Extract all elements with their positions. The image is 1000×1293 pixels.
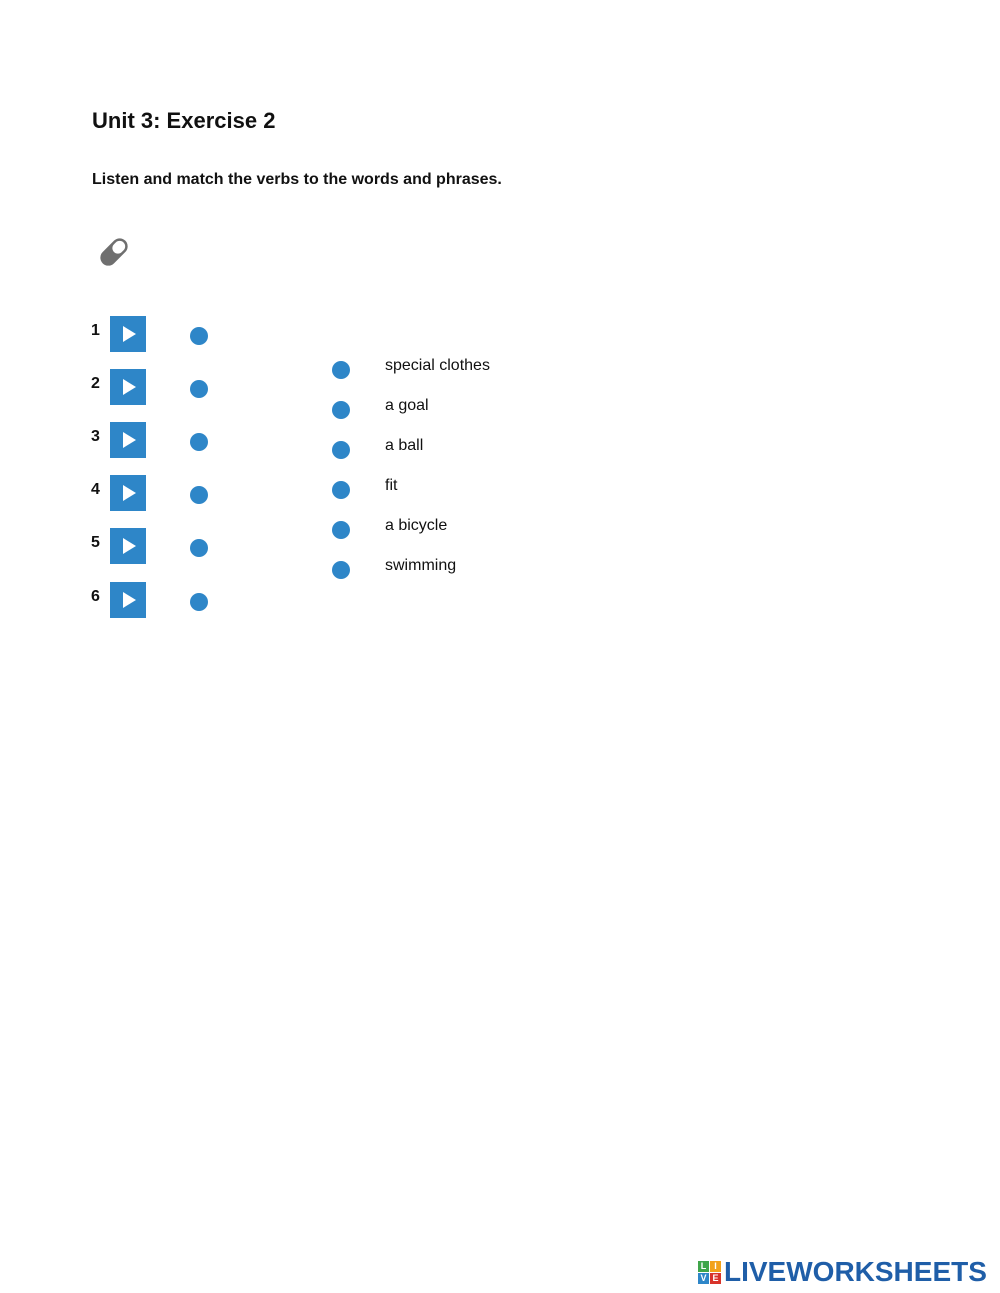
play-button[interactable] <box>110 528 146 564</box>
match-dot-right[interactable] <box>332 561 350 579</box>
match-dot-left[interactable] <box>190 380 208 398</box>
play-button[interactable] <box>110 422 146 458</box>
item-number: 1 <box>91 322 100 339</box>
logo-blocks-icon <box>698 1261 721 1284</box>
phrase-label: fit <box>385 477 398 494</box>
phrase-label: a goal <box>385 397 429 414</box>
brand-name: LIVEWORKSHEETS <box>724 1256 987 1287</box>
play-button[interactable] <box>110 316 146 352</box>
logo-block: V <box>698 1273 709 1284</box>
liveworksheets-logo[interactable] <box>698 1258 987 1286</box>
item-number: 2 <box>91 375 100 392</box>
match-dot-right[interactable] <box>332 481 350 499</box>
play-button[interactable] <box>110 369 146 405</box>
item-number: 4 <box>91 481 100 498</box>
item-number: 6 <box>91 588 100 605</box>
match-dot-right[interactable] <box>332 401 350 419</box>
match-dot-left[interactable] <box>190 593 208 611</box>
item-number: 5 <box>91 534 100 551</box>
phrase-label: a bicycle <box>385 517 448 534</box>
phrase-label: a ball <box>385 437 424 454</box>
logo-block: L <box>698 1261 709 1272</box>
instruction-text: Listen and match the verbs to the words and phrases. <box>92 171 502 188</box>
match-dot-left[interactable] <box>190 327 208 345</box>
match-dot-right[interactable] <box>332 361 350 379</box>
play-button[interactable] <box>110 582 146 618</box>
logo-block: I <box>710 1261 721 1272</box>
match-dot-left[interactable] <box>190 539 208 557</box>
match-dot-left[interactable] <box>190 486 208 504</box>
logo-block: E <box>710 1273 721 1284</box>
eraser-icon[interactable] <box>94 232 134 272</box>
match-dot-right[interactable] <box>332 521 350 539</box>
page-title: Unit 3: Exercise 2 <box>92 108 276 133</box>
phrase-label: special clothes <box>385 357 490 374</box>
match-dot-right[interactable] <box>332 441 350 459</box>
item-number: 3 <box>91 428 100 445</box>
phrase-label: swimming <box>385 557 457 574</box>
match-dot-left[interactable] <box>190 433 208 451</box>
play-button[interactable] <box>110 475 146 511</box>
